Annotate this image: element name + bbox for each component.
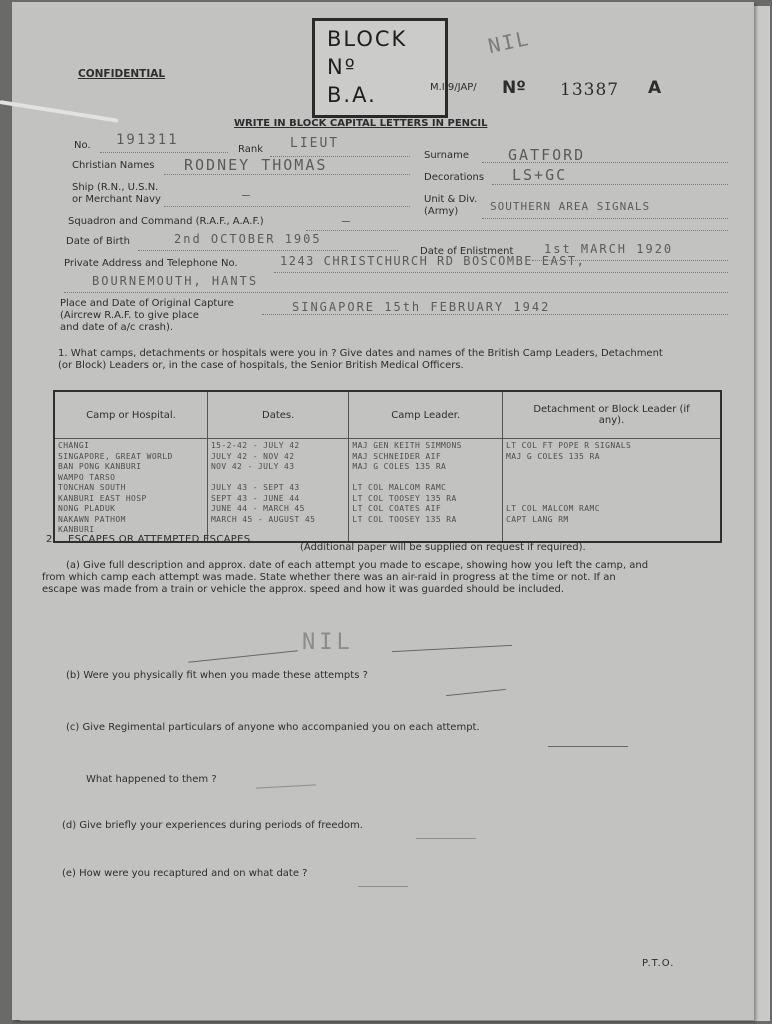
- no-value: 191311: [116, 132, 179, 148]
- table-cell-line: WAMPO TARSO: [58, 472, 116, 482]
- surname-value: GATFORD: [508, 146, 586, 164]
- table-cell-line: NONG PLADUK: [58, 504, 116, 513]
- dob-line: [138, 250, 398, 251]
- no-label: No.: [74, 140, 91, 151]
- capture-label-3: and date of a/c crash).: [60, 322, 174, 333]
- capture-line: [262, 314, 728, 315]
- address-line-2: [64, 292, 728, 293]
- capture-label-1: Place and Date of Original Capture: [60, 298, 234, 309]
- unit-label-2: (Army): [424, 206, 459, 217]
- decorations-label: Decorations: [424, 172, 485, 183]
- ship-value: —: [242, 188, 252, 203]
- table-cell-line: SINGAPORE, GREAT WORLD: [58, 451, 173, 461]
- table-cell-line: KANBURI: [58, 525, 95, 534]
- address-value-2: BOURNEMOUTH, HANTS: [92, 274, 259, 288]
- no-line: [100, 152, 228, 153]
- ship-label-2: or Merchant Navy: [72, 194, 161, 205]
- table-cell-line: [352, 473, 499, 484]
- answer-2c2-stroke: [256, 784, 316, 788]
- address-value-1: 1243 CHRISTCHURCH RD BOSCOMBE EAST,: [280, 254, 586, 268]
- question-2c: (c) Give Regimental particulars of anyone who accompanied you on each attempt.: [66, 722, 480, 733]
- block-line-1: BLOCK: [327, 27, 408, 51]
- camps-table-header: [54, 391, 721, 439]
- col-header-detachment: Detachment or Block Leader (if any).: [503, 391, 721, 439]
- block-line-3: B.A.: [327, 83, 377, 107]
- unit-line: [482, 218, 728, 219]
- dates-list: [211, 441, 345, 525]
- table-cell-line: KANBURI EAST HOSP: [58, 493, 147, 503]
- col-header-camp: Camp or Hospital.: [54, 391, 207, 439]
- unit-label-1: Unit & Div.: [424, 194, 478, 205]
- table-cell-line: MAJ G COLES 135 RA: [506, 451, 600, 461]
- christian-names-line: [164, 174, 410, 175]
- form-no-label: Nº: [502, 78, 526, 98]
- pto-label: P.T.O.: [642, 958, 675, 969]
- answer-2e-stroke: [358, 886, 408, 887]
- nil-mark: NIL: [485, 25, 533, 59]
- form-number: 13387: [560, 80, 620, 100]
- dates-column: [207, 439, 348, 543]
- form-ref: M.I.9/JAP/: [430, 82, 477, 93]
- camps-table-body: [54, 439, 721, 543]
- table-cell-line: LT COL TOOSEY 135 RA: [352, 493, 457, 503]
- question-2-number: 2.: [46, 534, 56, 545]
- table-cell-line: MAJ GEN KEITH SIMMONS: [352, 441, 462, 450]
- question-2a-line-1: (a) Give full description and approx. date of each attempt you made to escape, showing how you left the camp, and: [66, 560, 649, 571]
- question-2a-line-2: from which camp each attempt was made. State whether there was an air-raid in progress at the time or not. If an: [42, 572, 616, 583]
- surname-label: Surname: [424, 150, 469, 161]
- table-cell-line: [506, 462, 717, 473]
- table-cell-line: MAJ SCHNEIDER AIF: [352, 451, 442, 461]
- table-cell-line: NAKAWN PATHOM: [58, 514, 126, 524]
- question-1-line-1: 1. What camps, detachments or hospitals were you in ? Give dates and names of the British Camp Leaders, Detachment: [58, 348, 663, 359]
- enlistment-value: 1st MARCH 1920: [544, 242, 674, 256]
- instruction-heading: WRITE IN BLOCK CAPITAL LETTERS IN PENCIL: [234, 118, 488, 129]
- table-cell-line: [506, 483, 717, 494]
- answer-2c-stroke: [548, 746, 628, 747]
- form-sheet: [12, 2, 754, 1020]
- unit-value: SOUTHERN AREA SIGNALS: [490, 200, 651, 213]
- decorations-line: [492, 184, 728, 185]
- table-cell-line: [211, 473, 345, 484]
- table-cell-line: [506, 473, 717, 484]
- table-cell-line: LT COL COATES AIF: [352, 504, 442, 513]
- question-2-note: (Additional paper will be supplied on request if required).: [300, 542, 586, 553]
- table-cell-line: LT COL MALCOM RAMC: [352, 483, 447, 492]
- camps-table: [53, 390, 722, 543]
- leader-list: [352, 441, 499, 525]
- enlistment-label: Date of Enlistment: [420, 246, 514, 257]
- christian-names-label: Christian Names: [72, 160, 155, 171]
- answer-2d-stroke: [416, 838, 476, 839]
- block-line-2: Nº: [327, 55, 357, 79]
- rank-label: Rank: [238, 144, 263, 155]
- ship-line: [164, 206, 410, 207]
- capture-value: SINGAPORE 15th FEBRUARY 1942: [292, 300, 551, 314]
- ship-label-1: Ship (R.N., U.S.N.: [72, 182, 159, 193]
- leader-column: [349, 439, 503, 543]
- christian-names-value: RODNEY THOMAS: [184, 156, 328, 174]
- question-2b: (b) Were you physically fit when you made these attempts ?: [66, 670, 368, 681]
- decorations-value: LS+GC: [512, 166, 568, 184]
- squadron-label: Squadron and Command (R.A.F., A.A.F.): [68, 216, 264, 227]
- question-2a-line-3: escape was made from a train or vehicle the approx. speed and how it was guarded should be included.: [42, 584, 565, 595]
- table-cell-line: LT COL MALCOM RAMC: [506, 504, 600, 513]
- question-2d: (d) Give briefly your experiences during periods of freedom.: [62, 820, 363, 831]
- address-label: Private Address and Telephone No.: [64, 258, 238, 269]
- table-cell-line: TONCHAN SOUTH: [58, 483, 126, 492]
- confidential-label: CONFIDENTIAL: [78, 68, 166, 80]
- question-2e: (e) How were you recaptured and on what date ?: [62, 868, 308, 879]
- capture-label-2: (Aircrew R.A.F. to give place: [60, 310, 199, 321]
- col-header-dates: Dates.: [207, 391, 348, 439]
- table-cell-line: LT COL TOOSEY 135 RA: [352, 514, 457, 524]
- squadron-line: [306, 230, 728, 231]
- table-cell-line: JUNE 44 - MARCH 45: [210, 504, 305, 513]
- dob-value: 2nd OCTOBER 1905: [174, 232, 322, 246]
- table-cell-line: JULY 42 - NOV 42: [210, 451, 295, 461]
- address-line-1: [274, 272, 728, 273]
- block-stamp: [312, 18, 448, 118]
- table-cell-line: 15-2-42 - JULY 42: [210, 441, 300, 450]
- table-cell-line: JULY 43 - SEPT 43: [210, 483, 300, 492]
- answer-2b-stroke: [446, 689, 506, 696]
- table-cell-line: NOV 42 - JULY 43: [210, 462, 295, 471]
- camp-column: [54, 439, 207, 543]
- dob-label: Date of Birth: [66, 236, 130, 247]
- pen-stroke-left: [188, 650, 298, 662]
- detachment-list: [506, 441, 717, 525]
- question-2c-follow-up: What happened to them ?: [86, 774, 217, 785]
- detachment-column: [503, 439, 721, 543]
- question-2-title: ESCAPES OR ATTEMPTED ESCAPES.: [68, 534, 254, 545]
- squadron-value: —: [342, 214, 352, 229]
- answer-2a-value: NIL: [302, 630, 354, 655]
- table-cell-line: SEPT 43 - JUNE 44: [210, 493, 300, 503]
- col-header-camp-leader: Camp Leader.: [349, 391, 503, 439]
- table-cell-line: [506, 494, 717, 505]
- rank-value: LIEUT: [290, 136, 340, 151]
- table-cell-line: LT COL FT POPE R SIGNALS: [506, 441, 632, 450]
- table-cell-line: MAJ G COLES 135 RA: [352, 462, 447, 471]
- table-cell-line: BAN PONG KANBURI: [58, 462, 142, 471]
- table-cell-line: MARCH 45 - AUGUST 45: [210, 514, 316, 524]
- form-suffix: A: [648, 78, 662, 98]
- question-1-line-2: (or Block) Leaders or, in the case of hospitals, the Senior British Medical Officers.: [58, 360, 464, 371]
- table-cell-line: CHANGI: [58, 441, 90, 450]
- table-cell-line: CAPT LANG RM: [506, 514, 569, 524]
- pen-stroke-right: [392, 645, 512, 652]
- camp-list: [58, 441, 204, 536]
